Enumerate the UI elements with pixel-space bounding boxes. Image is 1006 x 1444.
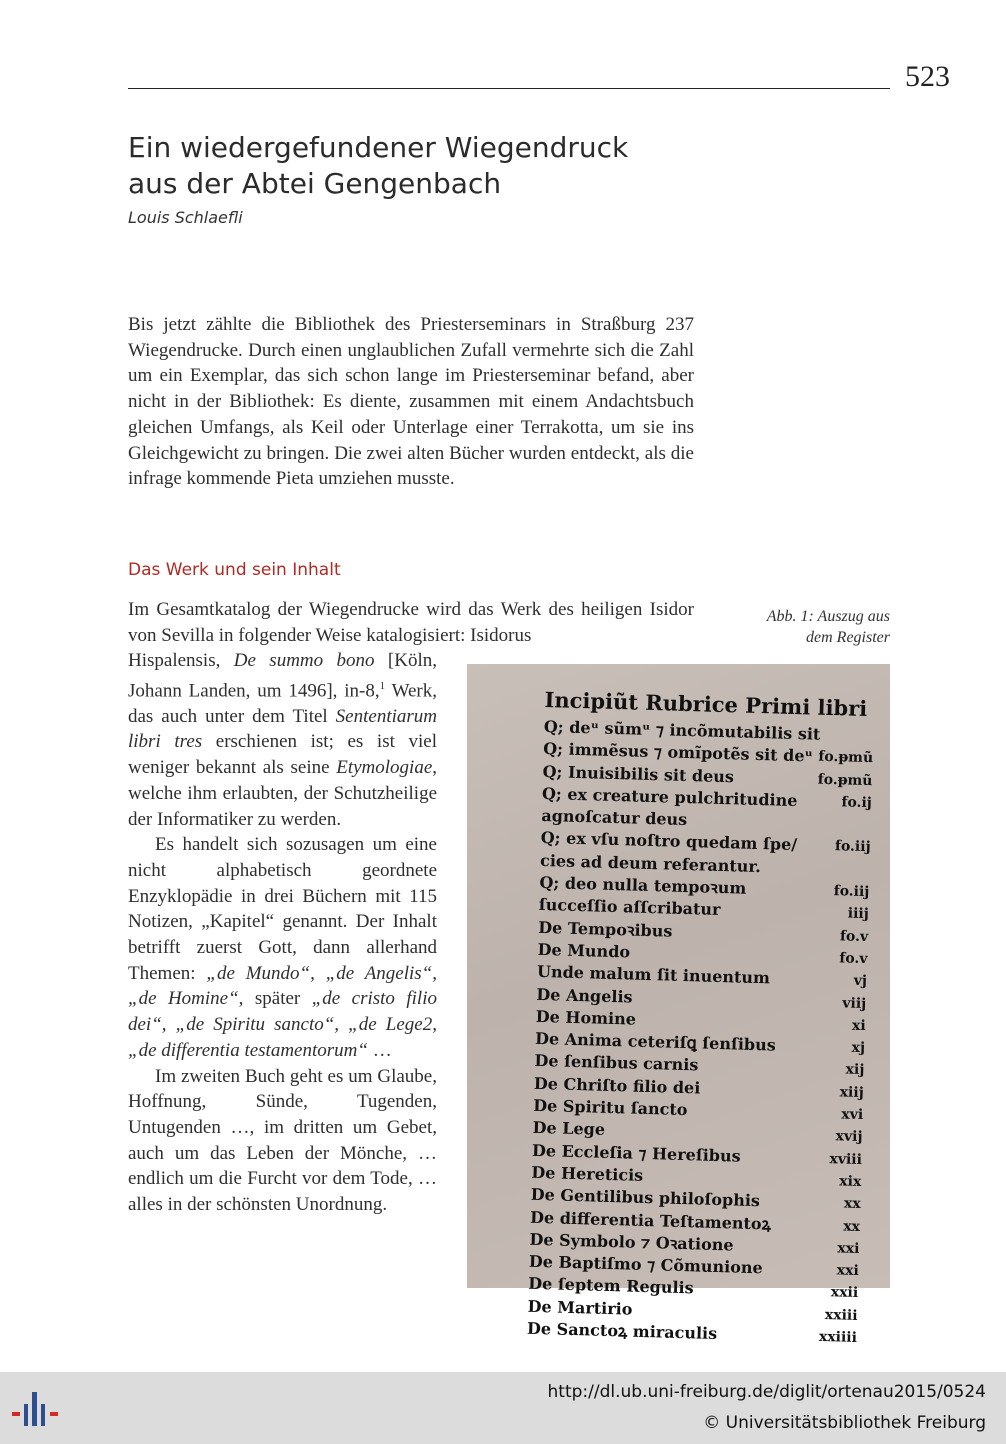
text-span: …	[367, 1039, 392, 1061]
register-folio: fo.iij	[833, 883, 870, 901]
register-folio: xxii	[830, 1284, 859, 1302]
register-entry: De Homine	[535, 1006, 637, 1029]
register-folio: xx	[843, 1195, 861, 1213]
register-folio: xvij	[835, 1128, 863, 1146]
text-span: Hispalensis,	[128, 650, 234, 671]
register-entry: De ſenſibus carnis	[534, 1051, 699, 1075]
register-text	[527, 686, 875, 1349]
register-folio: fo.v	[839, 950, 868, 968]
register-folio: xj	[851, 1039, 866, 1057]
register-entry: De Mundo	[537, 939, 631, 962]
register-entry: De Tempoꝛibus	[538, 917, 673, 941]
caption-line-1: Abb. 1: Auszug aus	[766, 608, 890, 625]
text-span: , später	[238, 988, 312, 1010]
register-folio: fo.ᵽmũ	[817, 771, 873, 789]
article-title	[128, 130, 748, 202]
register-entry: Q; deo nulla tempoꝛum	[539, 873, 747, 898]
register-folio: xxi	[836, 1262, 860, 1280]
register-entry: Q; ex vſu noſtro quedam ſpe/	[540, 828, 798, 855]
register-folio: xix	[839, 1173, 862, 1190]
figure-caption	[700, 606, 890, 648]
register-entry: cies ad deum referantur.	[539, 850, 762, 876]
register-entry: De Chriſto filio dei	[533, 1073, 701, 1098]
author-name: Louis Schlaefli	[128, 208, 243, 227]
section-heading: Das Werk und sein Inhalt	[128, 560, 341, 580]
register-entry: Q; deᵘ sũmᵘ ⁊ incõmutabilis sit	[543, 716, 821, 744]
chapter-titles-2: „de cristo filio dei“, „de Spiritu sancto“, „de Lege2, „de differentia testamentorum“	[128, 988, 437, 1061]
register-heading: Incipiũt Rubrice Primi libri	[544, 686, 868, 722]
register-folio: xij	[845, 1062, 865, 1079]
register-entry: Q; immẽsus ⁊ omĩpotẽs sit deᵘ	[542, 739, 814, 766]
register-folio: xx	[843, 1218, 861, 1235]
footnote-ref[interactable]: 1	[379, 679, 386, 692]
register-entry: De Angelis	[536, 984, 633, 1007]
register-entry: De Anima ceteriſꝗ ſenſibus	[534, 1029, 777, 1055]
chapter-titles-1: „de Mundo“, „de Angelis“, „de Homine“	[128, 962, 438, 1010]
register-entry: ſucceſſio aſſcribatur	[538, 895, 721, 920]
register-entry: De Baptiſmo ⁊ Cõmunione	[528, 1251, 764, 1278]
text-span: erschienen ist; es ist viel weniger bekannt als seine	[128, 731, 438, 779]
register-folio: iiij	[847, 905, 869, 923]
register-entry: agnoſcatur deus	[541, 806, 688, 830]
body-paragraph-1	[128, 648, 437, 832]
intro-paragraph: Bis jetzt zählte die Bibliothek des Priesterseminars in Straßburg 237 Wiegendrucke. Durch einen unglaublichen Zufall vermehrte sich die Zahl um ein Exemplar, das sich schon lange im Priesterseminar befand, aber nicht in der Bibliothek: Es diente, zusammen mit einem Andachtsbuch gleichen Umfangs, als Keil oder Unterlage einer Terrakotta, um sie ins Gleichgewicht zu bringen. Die zwei alten Bücher wurden entdeckt, als die infrage kommende Pieta umziehen musste.	[128, 314, 694, 490]
register-entry: De Eccleſia ⁊ Hereſibus	[531, 1140, 741, 1166]
register-folio	[871, 814, 872, 836]
register-entry: De Sanctoꝝ miraculis	[526, 1318, 718, 1344]
register-folio	[873, 725, 874, 747]
caption-line-2: dem Register	[806, 629, 890, 646]
work-title-alt: Sententiarum libri tres	[128, 705, 437, 753]
register-entry: De Symbolo ⁊ Oꝛatione	[529, 1229, 734, 1255]
header-rule	[128, 88, 890, 89]
footer-copyright: © Universitätsbibliothek Freiburg	[703, 1413, 986, 1433]
register-folio: fo.v	[839, 928, 869, 945]
text-span: Es handelt sich sozusagen um eine nicht alphabetisch geordnete Enzyklopädie in drei Büchern mit 115 Notizen, „Kapitel“ genannt. Der Inhalt betrifft zuerst Gott, dann allerhand Themen:	[128, 834, 437, 984]
register-entry: De Spiritu ſancto	[533, 1095, 688, 1120]
register-entry: De differentia Teſtamentoꝝ	[529, 1207, 772, 1234]
work-title-etymologiae: Etymologiae	[336, 757, 433, 779]
register-entry: De Lege	[532, 1118, 606, 1140]
footer-url-link[interactable]: http://dl.ub.uni-freiburg.de/diglit/ortenau2015/0524	[547, 1382, 986, 1402]
text-span: [Köln, Johann Landen, um 1496], in-8,	[128, 650, 437, 702]
register-entry: Unde malum ſit inuentum	[536, 962, 771, 988]
register-folio: vj	[853, 973, 868, 990]
register-folio: viij	[842, 994, 867, 1012]
register-folio: xxiii	[824, 1306, 858, 1324]
work-title: De summo bono	[233, 650, 375, 671]
title-line-1: Ein wiedergefundener Wiegendruck	[128, 131, 629, 164]
body-column	[128, 648, 437, 1218]
register-entry: De Hereticis	[531, 1162, 644, 1185]
register-folio	[870, 859, 871, 881]
register-folio: xiij	[839, 1084, 864, 1101]
register-folio: xviii	[829, 1150, 863, 1168]
body-paragraph-3: Im zweiten Buch geht es um Glaube, Hoffnung, Sünde, Tugenden, Untugenden …, im dritten um Gebet, auch um das Leben der Mönche, … endlich um die Furcht vor dem Tode, … alles in der schönsten Unordnung.	[128, 1065, 437, 1216]
page-number: 523	[905, 60, 950, 93]
register-entry: De Martirio	[527, 1296, 633, 1319]
footer	[0, 1372, 1006, 1444]
register-entry: Q; Inuisibilis sit deus	[542, 761, 735, 786]
ub-freiburg-logo-icon	[10, 1386, 64, 1430]
register-folio: xvi	[841, 1106, 864, 1124]
register-folio: fo.ᵽmũ	[818, 748, 874, 767]
register-entry: De ſeptem Regulis	[528, 1274, 694, 1298]
body-paragraph-2	[128, 832, 437, 1063]
figure-register-excerpt	[467, 664, 890, 1346]
register-folio: fo.iij	[834, 838, 871, 856]
text-span: , welche ihm erlaubten, der Schutzheilige der Informatiker zu werden.	[128, 757, 437, 830]
register-folio: xi	[851, 1017, 866, 1034]
register-entry: De Gentilibus philoſophis	[530, 1185, 761, 1211]
register-folio: xxi	[837, 1240, 860, 1257]
title-line-2: aus der Abtei Gengenbach	[128, 167, 502, 200]
register-folio: xxiiii	[818, 1328, 858, 1346]
register-entry: Q; ex creature pulchritudine	[541, 783, 798, 810]
body-paragraph-wide: Im Gesamtkatalog der Wiegendrucke wird das Werk des heiligen Isidor von Sevilla in folgender Weise katalogisiert: Isidorus	[128, 599, 694, 646]
text-span: Werk, das auch unter dem Titel	[128, 680, 437, 727]
register-folio: fo.ij	[841, 794, 873, 812]
